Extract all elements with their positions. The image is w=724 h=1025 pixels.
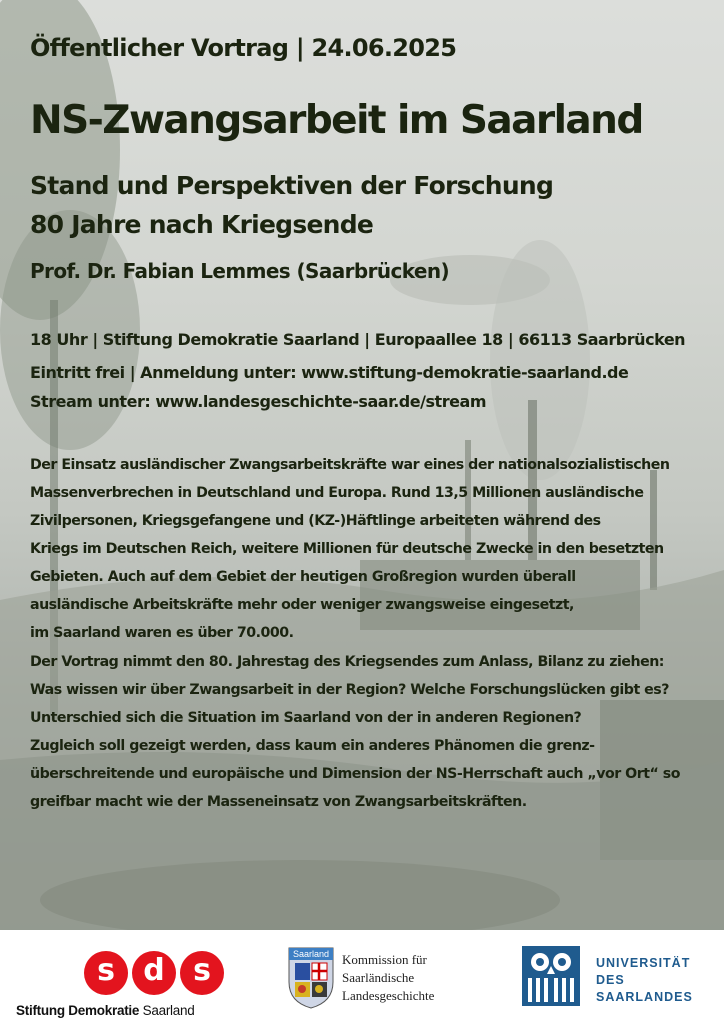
info-line-stream: Stream unter: www.landesgeschichte-saar.de/stream	[30, 392, 487, 411]
body-line: Gebieten. Auch auf dem Gebiet der heutigen Großregion wurden überall	[30, 569, 576, 585]
body-line: Der Einsatz ausländischer Zwangsarbeitskräfte war eines der nationalsozialistischen	[30, 457, 670, 473]
sponsor-footer	[0, 930, 724, 1024]
body-line: im Saarland waren es über 70.000.	[30, 625, 294, 641]
speaker: Prof. Dr. Fabian Lemmes (Saarbrücken)	[30, 259, 450, 283]
body-line: Was wissen wir über Zwangsarbeit in der Region? Welche Forschungslücken gibt es?	[30, 682, 669, 698]
kommission-line: Saarländische	[342, 970, 415, 985]
talk-subtitle-line-2: 80 Jahre nach Kriegsende	[30, 210, 374, 239]
info-line-registration: Eintritt frei | Anmeldung unter: www.stiftung-demokratie-saarland.de	[30, 363, 629, 382]
body-line: ausländische Arbeitskräfte mehr oder weniger zwangsweise eingesetzt,	[30, 597, 574, 613]
uds-line: SAARLANDES	[596, 990, 693, 1004]
sds-letter-circle: s	[180, 951, 224, 995]
sds-logo	[16, 945, 216, 1025]
talk-subtitle-line-1: Stand und Perspektiven der Forschung	[30, 171, 554, 200]
body-line: Zivilpersonen, Kriegsgefangene und (KZ-)Häftlinge arbeiteten während des	[30, 513, 601, 529]
uds-line: DES	[596, 973, 625, 987]
owl-logo-icon	[520, 944, 582, 1008]
body-line: Kriegs im Deutschen Reich, weitere Millionen für deutsche Zwecke in den besetzten	[30, 541, 664, 557]
kommission-line: Landesgeschichte	[342, 988, 435, 1003]
body-line: überschreitende und europäische und Dimension der NS-Herrschaft auch „vor Ort“ so	[30, 766, 680, 782]
svg-text:Saarland: Saarland	[292, 949, 330, 959]
sds-letter-circle: s	[84, 951, 128, 995]
sds-letter-circle: d	[132, 951, 176, 995]
uds-logo	[520, 944, 710, 1020]
info-line-time-venue: 18 Uhr | Stiftung Demokratie Saarland | Europaallee 18 | 66113 Saarbrücken	[30, 330, 686, 349]
talk-title: NS-Zwangsarbeit im Saarland	[30, 98, 643, 143]
kommission-logo	[286, 942, 476, 1022]
kommission-line: Kommission für	[342, 952, 427, 967]
body-line: Unterschied sich die Situation im Saarland von der in anderen Regionen?	[30, 710, 582, 726]
uds-line: UNIVERSITÄT	[596, 956, 691, 970]
body-line: Zugleich soll gezeigt werden, dass kaum ein anderes Phänomen die grenz-	[30, 738, 595, 754]
sds-name: Stiftung Demokratie Saarland	[16, 1003, 195, 1018]
saarland-coat-of-arms-icon	[286, 942, 336, 1010]
event-type-date: Öffentlicher Vortrag | 24.06.2025	[30, 34, 457, 62]
body-line: greifbar macht wie der Masseneinsatz von Zwangsarbeitskräften.	[30, 794, 527, 810]
body-line: Massenverbrechen in Deutschland und Europa. Rund 13,5 Millionen ausländische	[30, 485, 644, 501]
body-line: Der Vortrag nimmt den 80. Jahrestag des Kriegsendes zum Anlass, Bilanz zu ziehen:	[30, 654, 664, 670]
